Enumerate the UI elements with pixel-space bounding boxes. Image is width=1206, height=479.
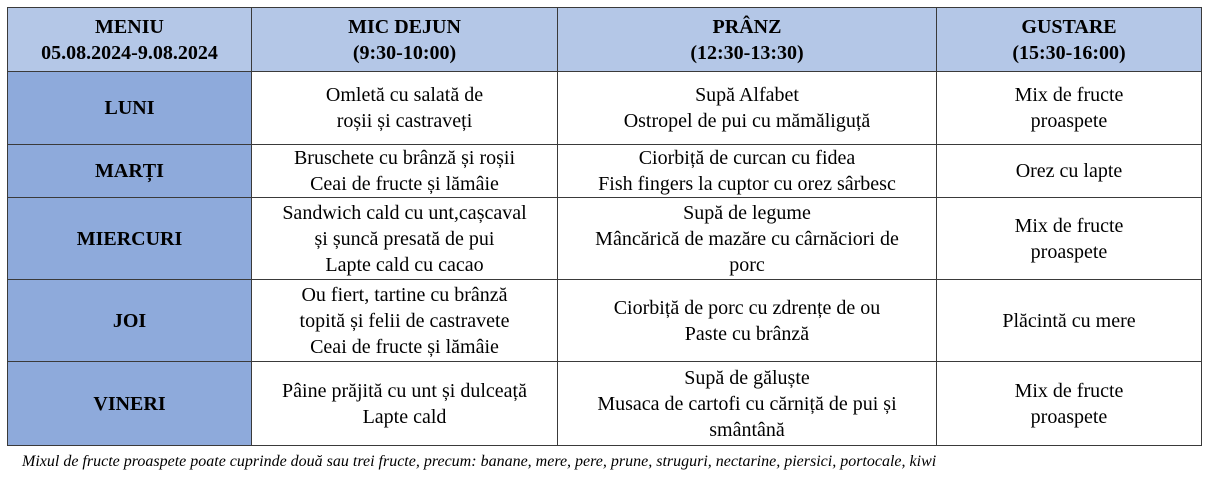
menu-item: Ceai de fructe și lămâie xyxy=(310,335,499,358)
header-row xyxy=(8,8,1202,72)
lunch-cell xyxy=(558,362,937,446)
menu-item: Pâine prăjită cu unt și dulceață xyxy=(282,379,527,402)
breakfast-cell xyxy=(252,198,558,280)
menu-body xyxy=(8,72,1202,446)
menu-item: Sandwich cald cu unt,cașcaval xyxy=(282,201,527,224)
snack-cell xyxy=(937,280,1202,362)
menu-item: roșii și castraveți xyxy=(336,110,473,132)
day-cell: LUNI xyxy=(8,72,252,145)
menu-item: smântână xyxy=(709,418,785,441)
menu-item: Supă de găluște xyxy=(684,366,810,389)
menu-item: și șuncă presată de pui xyxy=(314,227,495,250)
day-cell: JOI xyxy=(8,280,252,362)
menu-item: proaspete xyxy=(1030,405,1108,428)
table-row xyxy=(8,145,1202,198)
menu-item: proaspete xyxy=(1030,110,1108,132)
menu-item: Ou fiert, tartine cu brânză xyxy=(301,283,508,306)
footnote: Mixul de fructe proaspete poate cuprinde două sau trei fructe, precum: banane, mere, pere, prune, struguri, nectarine, piersici, portocale, kiwi xyxy=(22,453,937,470)
lunch-title: PRÂNZ xyxy=(712,15,782,38)
menu-item: Mix de fructe xyxy=(1014,214,1124,237)
menu-item: Plăcintă cu mere xyxy=(1002,309,1136,332)
lunch-cell xyxy=(558,198,937,280)
snack-cell xyxy=(937,198,1202,280)
menu-item: Mix de fructe xyxy=(1014,84,1124,106)
menu-item: Paste cu brânză xyxy=(684,322,810,345)
header-breakfast-cell xyxy=(252,8,558,72)
menu-item: Ciorbiță de curcan cu fidea xyxy=(638,147,856,169)
lunch-time: (12:30-13:30) xyxy=(690,41,804,64)
table-row xyxy=(8,198,1202,280)
lunch-cell xyxy=(558,280,937,362)
breakfast-cell xyxy=(252,145,558,198)
breakfast-cell xyxy=(252,72,558,145)
breakfast-title: MIC DEJUN xyxy=(348,15,461,38)
breakfast-time: (9:30-10:00) xyxy=(352,41,457,64)
menu-item: Omletă cu salată de xyxy=(325,84,484,106)
menu-item: porc xyxy=(729,253,765,276)
snack-cell xyxy=(937,362,1202,446)
menu-item: Musaca de cartofi cu cărniță de pui și xyxy=(597,392,897,415)
menu-item: proaspete xyxy=(1030,240,1108,263)
menu-item: Mâncărică de mazăre cu cârnăciori de xyxy=(595,227,899,250)
menu-header xyxy=(8,8,1202,72)
menu-item: Ciorbiță de porc cu zdrențe de ou xyxy=(613,296,881,319)
day-cell: MARȚI xyxy=(8,145,252,198)
header-snack-cell xyxy=(937,8,1202,72)
menu-item: Lapte cald xyxy=(362,405,447,428)
header-menu-cell xyxy=(8,8,252,72)
snack-time: (15:30-16:00) xyxy=(1012,41,1126,64)
menu-item: Ceai de fructe și lămâie xyxy=(310,173,499,195)
menu-item: Orez cu lapte xyxy=(1015,160,1123,182)
table-row xyxy=(8,362,1202,446)
day-cell: MIERCURI xyxy=(8,198,252,280)
menu-period: 05.08.2024-9.08.2024 xyxy=(41,41,218,64)
lunch-cell xyxy=(558,72,937,145)
snack-cell xyxy=(937,145,1202,198)
menu-title: MENIU xyxy=(95,15,164,38)
menu-item: Supă de legume xyxy=(683,201,811,224)
table-row xyxy=(8,72,1202,145)
menu-item: Mix de fructe xyxy=(1014,379,1124,402)
breakfast-cell xyxy=(252,362,558,446)
menu-item: Bruschete cu brânză și roșii xyxy=(293,147,516,169)
menu-item: Fish fingers la cuptor cu orez sârbesc xyxy=(598,173,896,195)
menu-table xyxy=(7,7,1202,446)
breakfast-cell xyxy=(252,280,558,362)
menu-item: Ostropel de pui cu mămăliguță xyxy=(623,110,871,132)
header-lunch-cell xyxy=(558,8,937,72)
menu-item: Lapte cald cu cacao xyxy=(325,253,484,276)
menu-item: Supă Alfabet xyxy=(695,84,799,106)
lunch-cell xyxy=(558,145,937,198)
table-row xyxy=(8,280,1202,362)
snack-title: GUSTARE xyxy=(1021,15,1117,38)
menu-item: topită și felii de castravete xyxy=(299,309,510,332)
day-cell: VINERI xyxy=(8,362,252,446)
snack-cell xyxy=(937,72,1202,145)
